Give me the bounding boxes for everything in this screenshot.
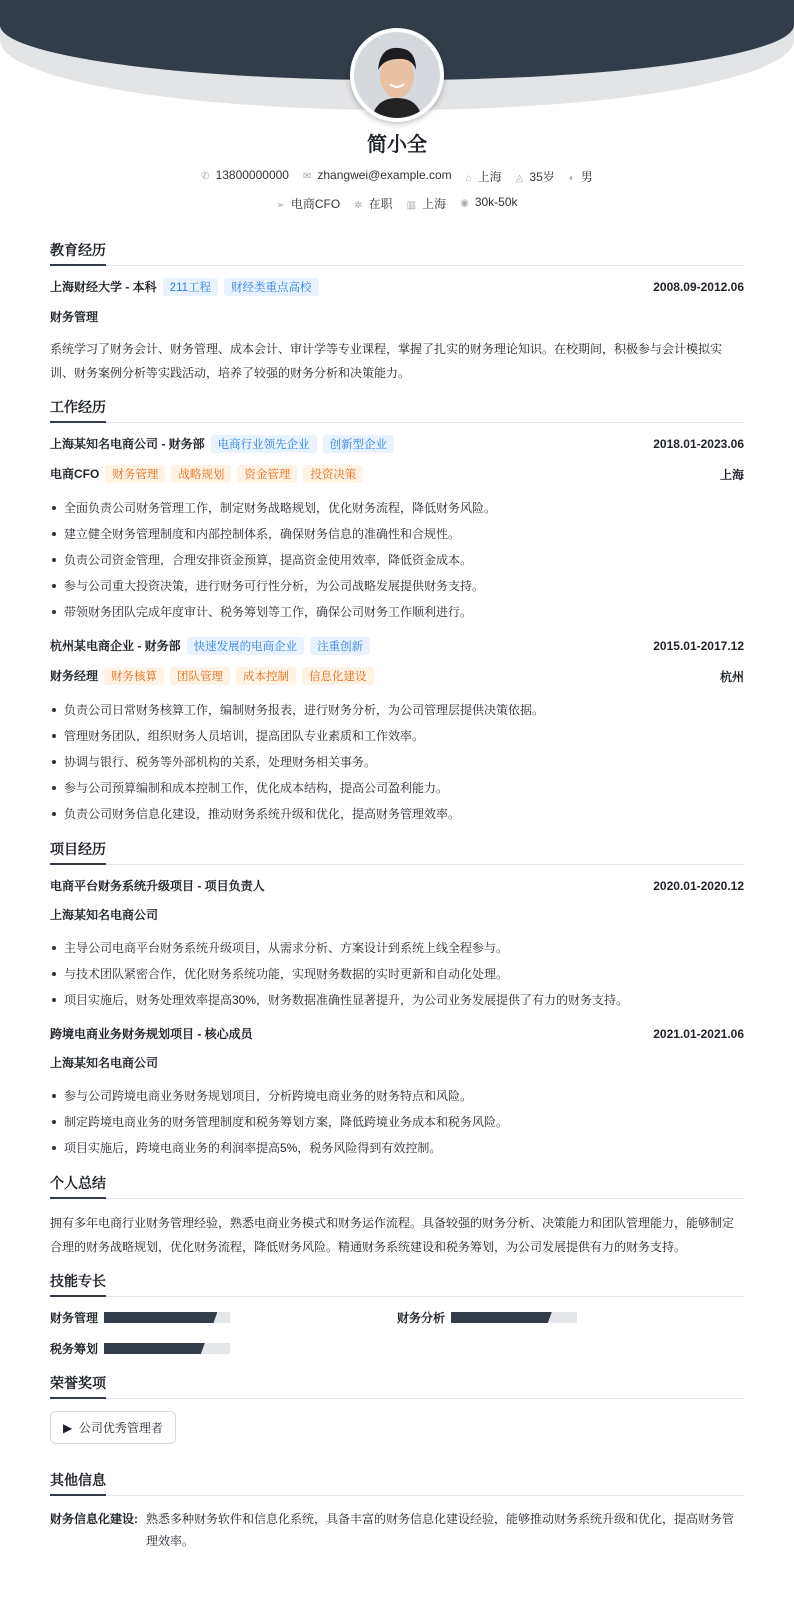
skills-section xyxy=(50,1271,744,1357)
tag: 211工程 xyxy=(163,278,218,296)
project-section xyxy=(50,839,744,1161)
play-icon: ▶ xyxy=(63,1421,73,1435)
skill-bar-fill xyxy=(104,1312,217,1323)
work-item xyxy=(50,637,744,827)
age-icon: ◬ xyxy=(515,173,524,184)
date: 2021.01-2021.06 xyxy=(653,1026,744,1041)
project-item xyxy=(50,1025,744,1161)
list-item: 协调与银行、税务等外部机构的关系，处理财务相关事务。 xyxy=(50,749,744,775)
gender: 男 xyxy=(580,170,593,184)
section-title: 技能专长 xyxy=(50,1271,106,1297)
skill-tag: 团队管理 xyxy=(170,667,230,685)
skill-tag: 资金管理 xyxy=(237,465,297,483)
education-desc: 系统学习了财务会计、财务管理、成本会计、审计学等专业课程，掌握了扎实的财务理论知识。在校期间，积极参与会计模拟实训、财务案例分析等实践活动，培养了较强的财务分析和决策能力。 xyxy=(50,342,723,380)
skill-bar xyxy=(104,1312,230,1323)
salary-icon: ◉ xyxy=(460,198,469,209)
section-title: 工作经历 xyxy=(50,397,106,423)
building-icon: ▥ xyxy=(406,200,417,211)
list-item: 参与公司跨境电商业务财务规划项目，分析跨境电商业务的财务特点和风险。 xyxy=(50,1083,744,1109)
list-item: 负责公司财务信息化建设，推动财务系统升级和优化，提高财务管理效率。 xyxy=(50,801,744,827)
company: 上海某知名电商公司 xyxy=(50,908,159,922)
candidate-name: 简小全 xyxy=(367,134,427,156)
skill-tag: 投资决策 xyxy=(303,465,363,483)
skill-name: 税务筹划 xyxy=(50,1342,99,1356)
skill-bar xyxy=(451,1312,577,1323)
tag: 创新型企业 xyxy=(323,435,395,453)
awards-section xyxy=(50,1373,744,1458)
other-label: 财务信息化建设: xyxy=(50,1512,138,1526)
section-title: 其他信息 xyxy=(50,1470,106,1496)
award-item xyxy=(50,1411,176,1444)
work-section xyxy=(50,397,744,827)
other-section xyxy=(50,1470,744,1552)
list-item: 与技术团队紧密合作，优化财务系统功能，实现财务数据的实时更新和自动化处理。 xyxy=(50,961,744,987)
avatar xyxy=(350,28,444,122)
list-item: 制定跨境电商业务的财务管理制度和税务筹划方案，降低跨境业务成本和税务风险。 xyxy=(50,1109,744,1135)
skill-item xyxy=(50,1309,397,1326)
home-icon: ⌂ xyxy=(465,173,472,184)
list-item: 参与公司预算编制和成本控制工作，优化成本结构，提高公司盈利能力。 xyxy=(50,775,744,801)
project-title: 跨境电商业务财务规划项目 - 核心成员 xyxy=(50,1027,253,1041)
email: zhangwei@example.com xyxy=(317,168,452,182)
other-text: 熟悉多种财务软件和信息化系统，具备丰富的财务信息化建设经验，能够推动财务系统升级和优化，提高财务管理效率。 xyxy=(146,1512,735,1548)
gender-icon: ◐ xyxy=(568,173,575,184)
list-item: 带领财务团队完成年度审计、税务筹划等工作，确保公司财务工作顺利进行。 xyxy=(50,599,744,625)
skill-name: 财务分析 xyxy=(397,1311,446,1325)
city: 上海 xyxy=(719,467,744,482)
date: 2015.01-2017.12 xyxy=(653,639,744,653)
skill-item xyxy=(50,1340,397,1357)
status: 在职 xyxy=(368,197,393,211)
project-title: 电商平台财务系统升级项目 - 项目负责人 xyxy=(50,879,265,893)
job-info xyxy=(0,195,794,212)
company: 杭州某电商企业 - 财务部 xyxy=(50,639,181,653)
location: 上海 xyxy=(477,170,502,184)
date: 2020.01-2020.12 xyxy=(653,878,744,893)
list-item: 负责公司日常财务核算工作，编制财务报表，进行财务分析，为公司管理层提供决策依据。 xyxy=(50,697,744,723)
date: 2018.01-2023.06 xyxy=(653,437,744,451)
list-item: 项目实施后，跨境电商业务的利润率提高5%，税务风险得到有效控制。 xyxy=(50,1135,744,1161)
skill-tag: 成本控制 xyxy=(236,667,296,685)
tag: 电商行业领先企业 xyxy=(211,435,317,453)
role: 电商CFO xyxy=(50,467,100,481)
section-title: 教育经历 xyxy=(50,240,106,266)
email-icon: ✉ xyxy=(302,171,312,182)
position: 电商CFO xyxy=(290,197,341,211)
tag: 财经类重点高校 xyxy=(224,278,319,296)
list-item: 管理财务团队，组织财务人员培训，提高团队专业素质和工作效率。 xyxy=(50,723,744,749)
age: 35岁 xyxy=(529,170,555,184)
list-item: 全面负责公司财务管理工作，制定财务战略规划，优化财务流程，降低财务风险。 xyxy=(50,495,744,521)
phone: 13800000000 xyxy=(215,168,289,182)
skill-bar xyxy=(104,1343,230,1354)
work-city: 上海 xyxy=(422,197,447,211)
list-item: 主导公司电商平台财务系统升级项目，从需求分析、方案设计到系统上线全程参与。 xyxy=(50,935,744,961)
award-label: 公司优秀管理者 xyxy=(78,1421,163,1435)
list-item: 负责公司资金管理，合理安排资金预算，提高资金使用效率，降低资金成本。 xyxy=(50,547,744,573)
send-icon: ➢ xyxy=(276,200,285,211)
contact-info xyxy=(0,168,794,185)
role: 财务经理 xyxy=(50,669,99,683)
major: 财务管理 xyxy=(50,310,99,324)
skill-tag: 财务核算 xyxy=(104,667,164,685)
section-title: 项目经历 xyxy=(50,839,106,865)
company: 上海某知名电商公司 - 财务部 xyxy=(50,437,205,451)
list-item: 建立健全财务管理制度和内部控制体系，确保财务信息的准确性和合规性。 xyxy=(50,521,744,547)
summary-section xyxy=(50,1173,744,1259)
education-section xyxy=(50,240,744,385)
project-item xyxy=(50,877,744,1013)
status-icon: ✲ xyxy=(354,200,363,211)
tag: 注重创新 xyxy=(310,637,370,655)
section-title: 荣誉奖项 xyxy=(50,1373,106,1399)
section-title: 个人总结 xyxy=(50,1173,106,1199)
tag: 快速发展的电商企业 xyxy=(187,637,305,655)
date: 2008.09-2012.06 xyxy=(653,280,744,294)
work-item xyxy=(50,435,744,625)
school: 上海财经大学 - 本科 xyxy=(50,280,157,294)
skill-tag: 战略规划 xyxy=(171,465,231,483)
phone-icon: ✆ xyxy=(201,171,210,182)
skill-tag: 财务管理 xyxy=(105,465,165,483)
salary: 30k-50k xyxy=(474,195,518,209)
skill-bar-fill xyxy=(104,1343,205,1354)
list-item: 项目实施后，财务处理效率提高30%，财务数据准确性显著提升，为公司业务发展提供了有力的财务支持。 xyxy=(50,987,744,1013)
skill-bar-fill xyxy=(451,1312,552,1323)
skill-name: 财务管理 xyxy=(50,1311,99,1325)
skill-tag: 信息化建设 xyxy=(302,667,374,685)
summary-text: 拥有多年电商行业财务管理经验，熟悉电商业务模式和财务运作流程。具备较强的财务分析、决策能力和团队管理能力，能够制定合理的财务战略规划，优化财务流程，降低财务风险。精通财务系统建设和税务筹划，为公司发展提供有力的财务支持。 xyxy=(50,1216,735,1254)
list-item: 参与公司重大投资决策，进行财务可行性分析，为公司战略发展提供财务支持。 xyxy=(50,573,744,599)
skill-item xyxy=(397,1309,744,1326)
city: 杭州 xyxy=(719,669,744,684)
company: 上海某知名电商公司 xyxy=(50,1056,159,1070)
